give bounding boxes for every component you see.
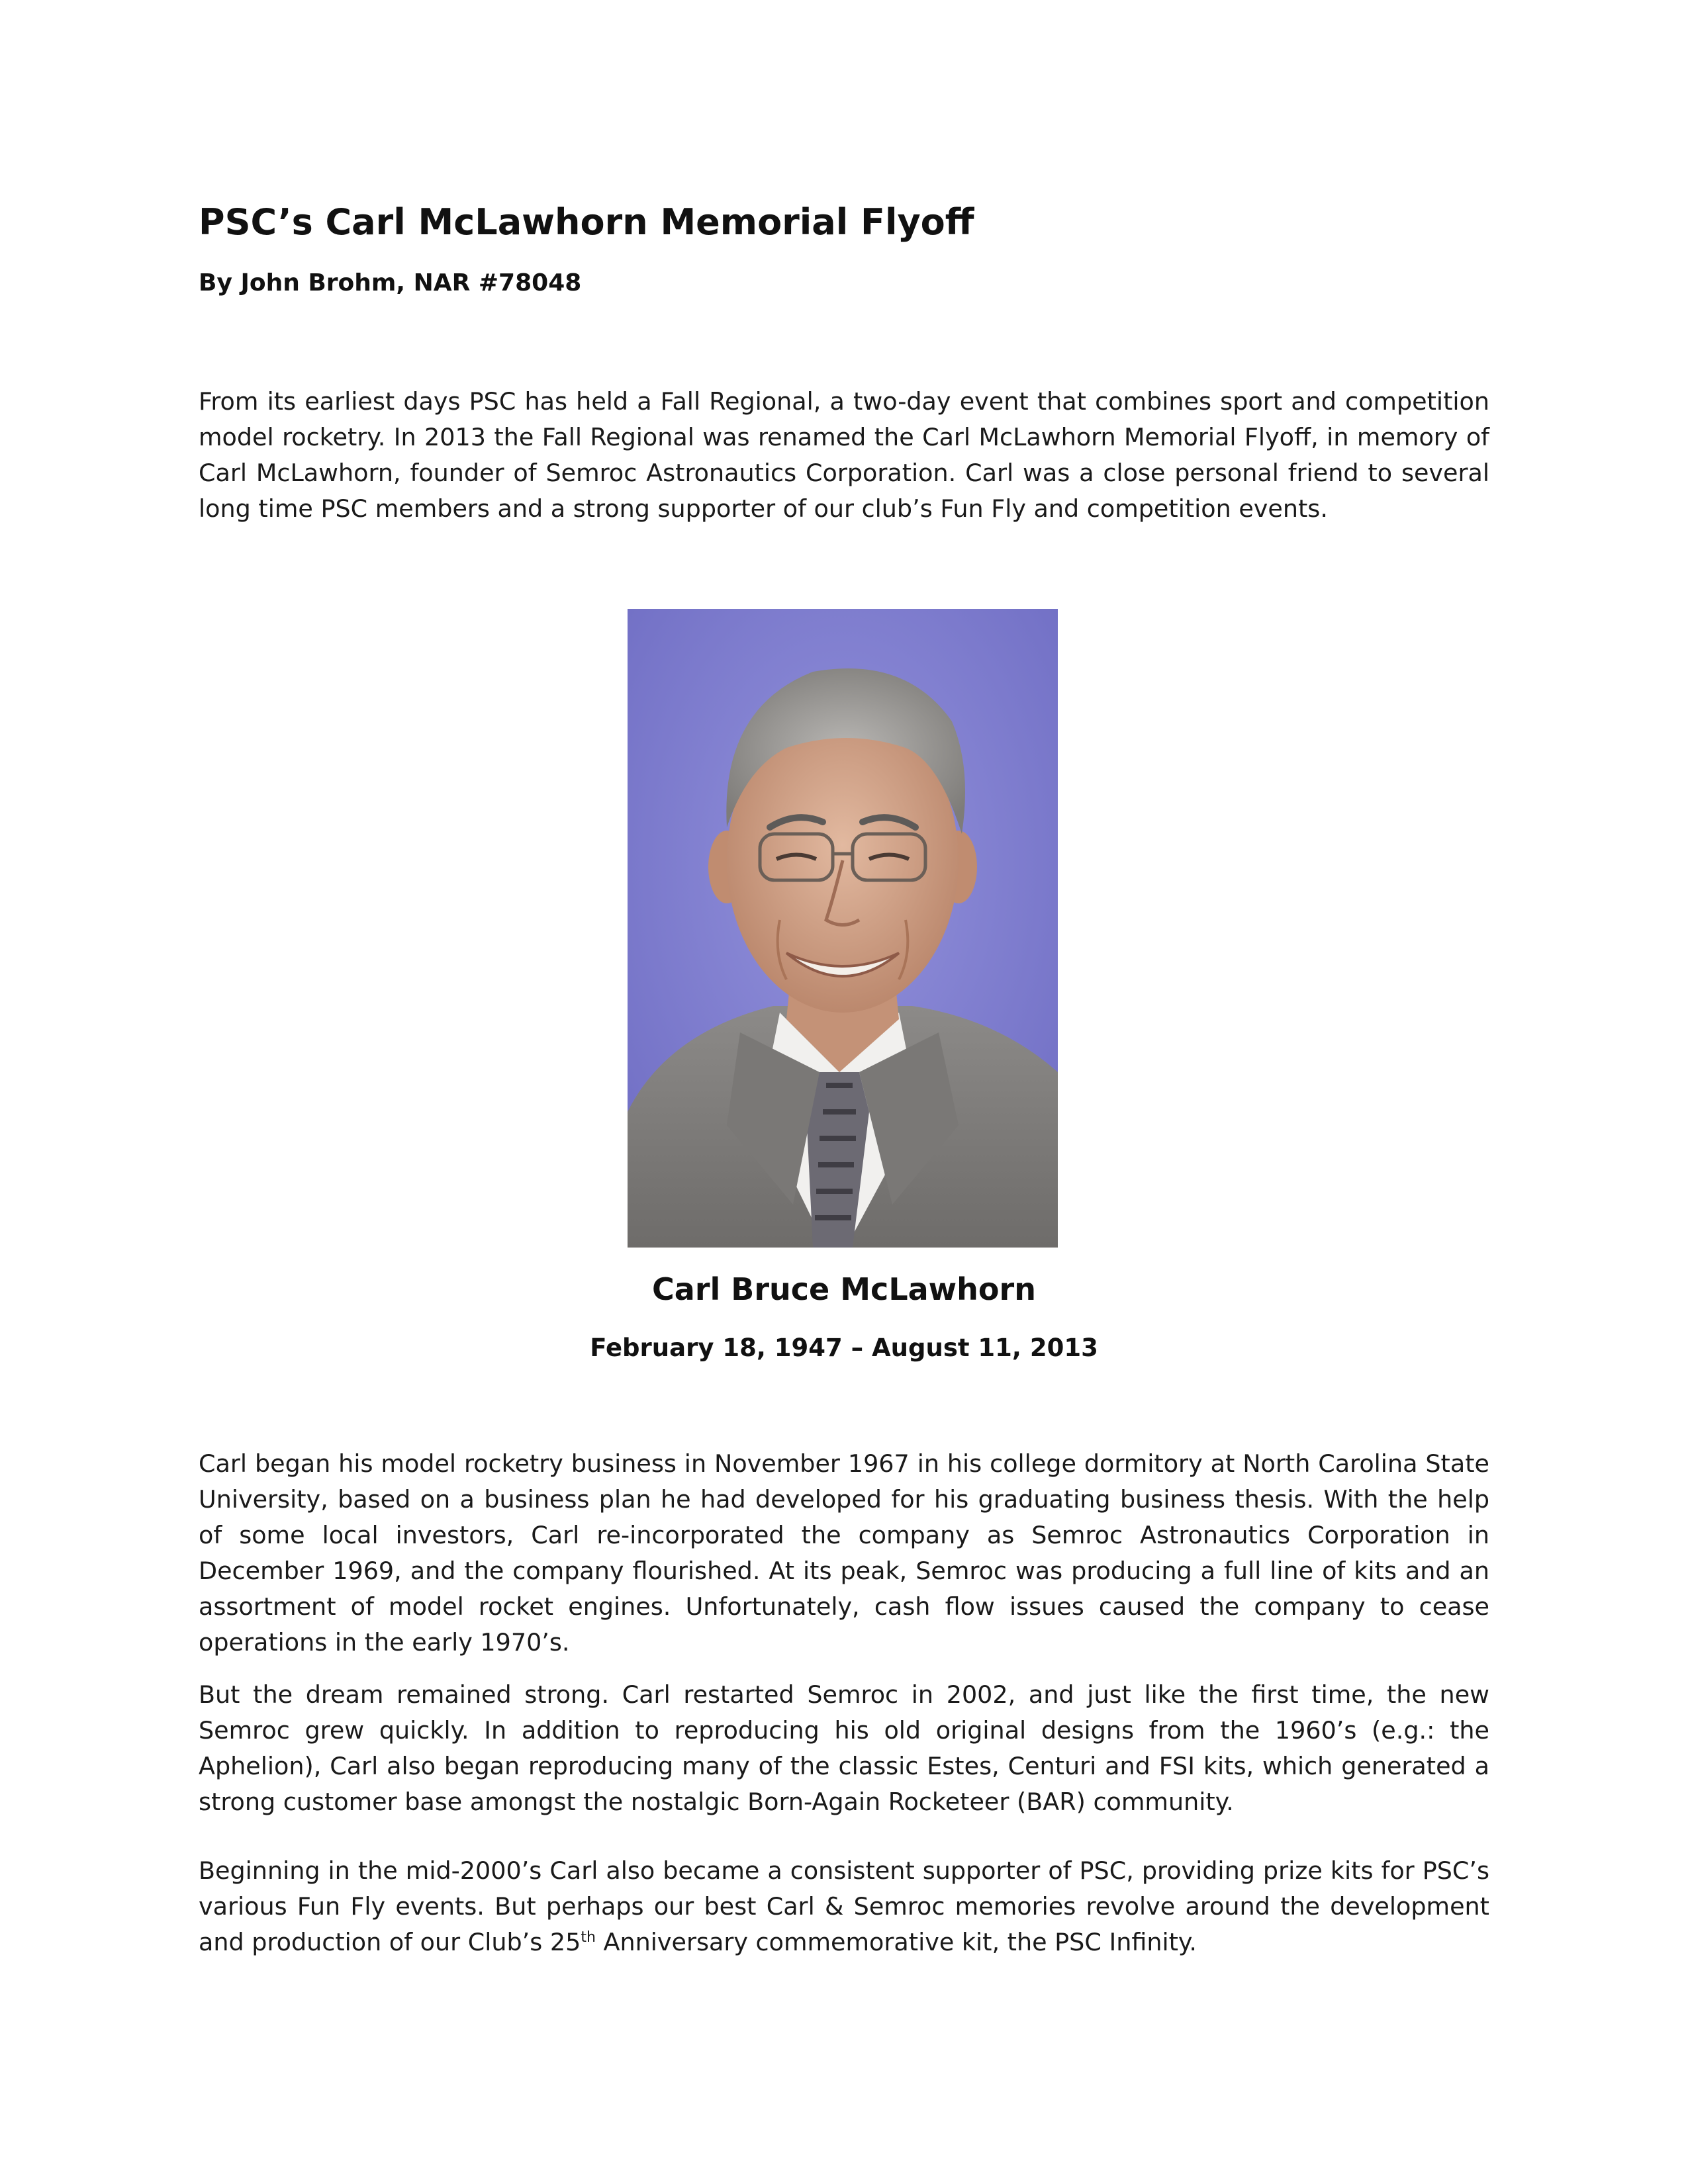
body-paragraph-3-text-a: Beginning in the mid-2000’s Carl also became a consistent supporter of PSC, providing prize kits for PSC’s various Fun Fly events. But perhaps our best Carl & Semroc memories revolve around the development and production of our Club’s 25 — [199, 1856, 1489, 1956]
ordinal-suffix: th — [581, 1929, 596, 1946]
intro-paragraph: From its earliest days PSC has held a Fall Regional, a two-day event that combines sport and competition model rocketry. In 2013 the Fall Regional was renamed the Carl McLawhorn Memorial Flyoff, in memory of Carl McLawhorn, founder of Semroc Astronautics Corporation. Carl was a close personal friend to several long time PSC members and a strong supporter of our club’s Fun Fly and competition events. — [199, 387, 1489, 523]
portrait-photo — [628, 609, 1058, 1248]
article-title: PSC’s Carl McLawhorn Memorial Flyoff — [199, 201, 974, 243]
article-byline: By John Brohm, NAR #78048 — [199, 269, 582, 296]
body-paragraph-3 — [199, 1853, 1489, 1960]
body-paragraph-1: Carl began his model rocketry business in November 1967 in his college dormitory at North Carolina State University, based on a business plan he had developed for his graduating business thesis. With the help of some local investors, Carl re-incorporated the company as Semroc Astronautics Corporation in December 1969, and the company flourished. At its peak, Semroc was producing a full line of kits and an assortment of model rocket engines. Unfortunately, cash flow issues caused the company to cease operations in the early 1970’s. — [199, 1449, 1489, 1657]
body-paragraph-3-text-b: Anniversary commemorative kit, the PSC Infinity. — [595, 1928, 1197, 1956]
photo-caption-name: Carl Bruce McLawhorn — [652, 1271, 1036, 1307]
portrait-illustration — [628, 609, 1058, 1248]
photo-caption-dates: February 18, 1947 – August 11, 2013 — [590, 1334, 1098, 1362]
body-paragraph-2: But the dream remained strong. Carl restarted Semroc in 2002, and just like the first time, the new Semroc grew quickly. In addition to reproducing his old original designs from the 1960’s (e.g.: the Aphelion), Carl also began reproducing many of the classic Estes, Centuri and FSI kits, which generated a strong customer base amongst the nostalgic Born-Again Rocketeer (BAR) community. — [199, 1680, 1489, 1816]
